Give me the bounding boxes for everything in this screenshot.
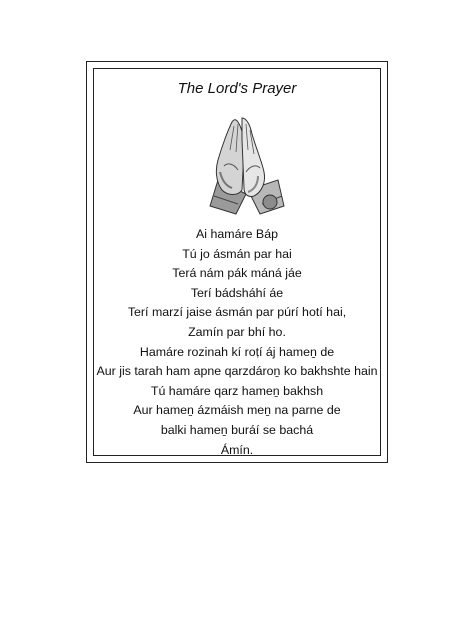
prayer-line: Aur hameṉ ázmáish meṉ na parne de bbox=[133, 403, 341, 418]
praying-hands-icon bbox=[188, 110, 294, 218]
page-title: The Lord's Prayer bbox=[177, 80, 297, 97]
prayer-line: Aur jis tarah ham apne qarzdároṉ ko bakhshte hain bbox=[96, 364, 378, 379]
prayer-line: Ámín. bbox=[220, 442, 254, 457]
prayer-line: Terí marzí jaise ásmán par púrí hotí hai, bbox=[127, 305, 347, 320]
prayer-line: Tú jo ásmán par hai bbox=[182, 246, 292, 261]
prayer-line: Hamáre rozinah kí roṭí áj hameṉ de bbox=[139, 344, 335, 359]
prayer-line: Ai hamáre Báp bbox=[196, 227, 278, 241]
prayer-line: Zamín par bhí ho. bbox=[188, 324, 286, 339]
prayer-line: Terá nám pák máná jáe bbox=[172, 266, 302, 281]
prayer-line: balki hameṉ buráí se bachá bbox=[160, 422, 314, 437]
prayer-line: Tú hamáre qarz hameṉ bakhsh bbox=[150, 383, 324, 398]
prayer-text bbox=[93, 225, 381, 460]
prayer-line: Terí bádsháhí áe bbox=[190, 285, 284, 300]
